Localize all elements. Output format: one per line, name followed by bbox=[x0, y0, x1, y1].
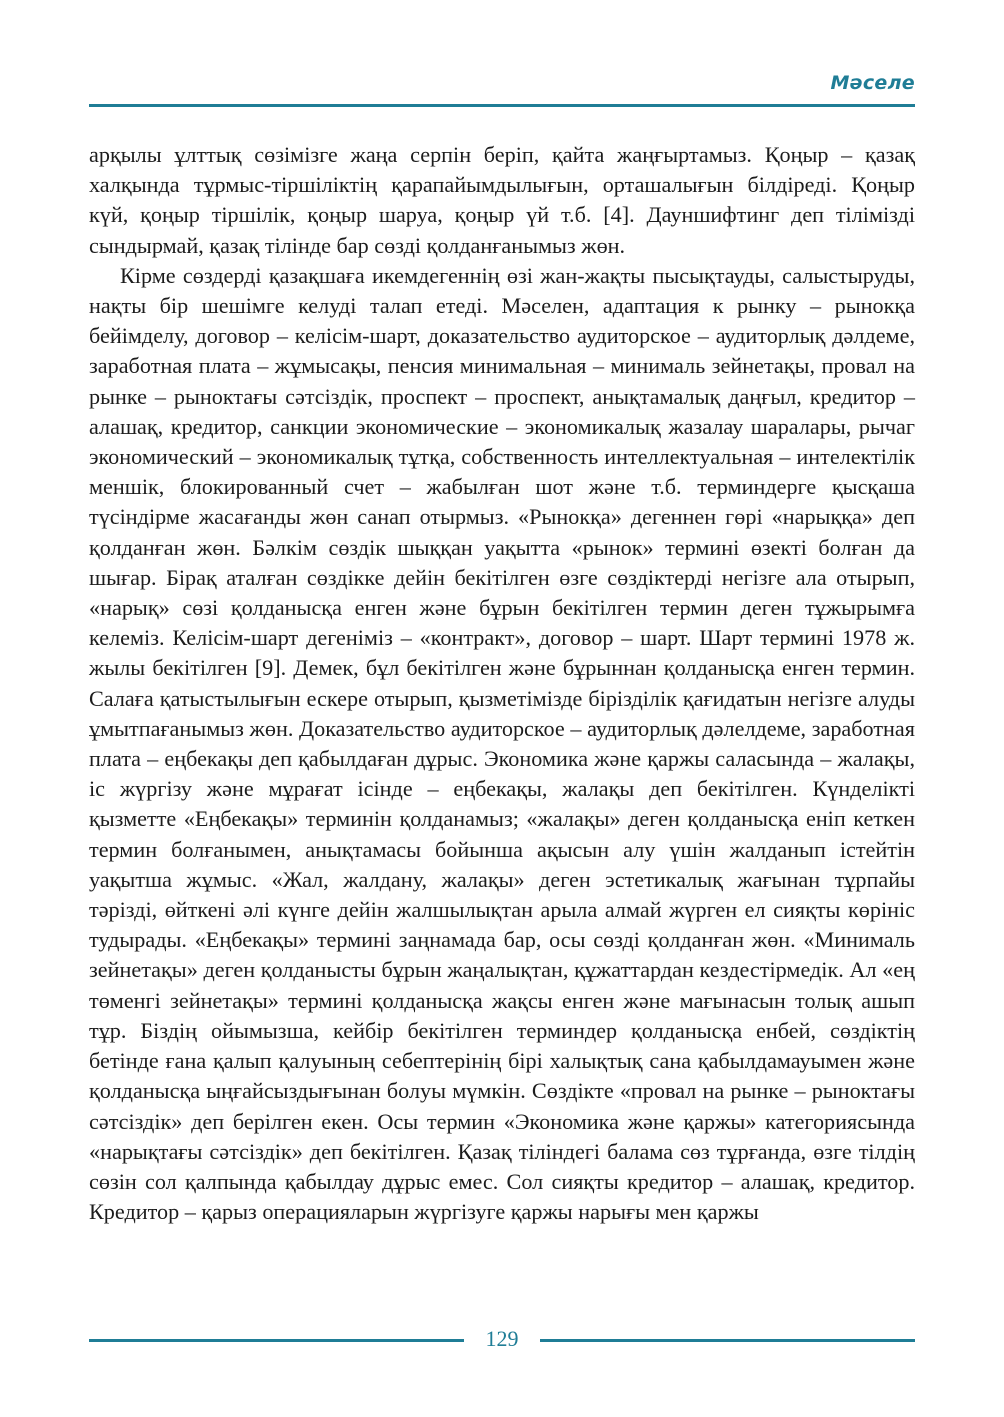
page-number: 129 bbox=[485, 1326, 519, 1351]
footer-rule-left bbox=[89, 1339, 464, 1342]
body-text bbox=[89, 140, 915, 1227]
footer-rule-right bbox=[540, 1339, 915, 1342]
page-footer bbox=[89, 1326, 915, 1356]
paragraph-continuation: арқылы ұлттық сөзімізге жаңа серпін беріп, қайта жаңғыртамыз. Қоңыр – қазақ халқында тұрмыс-тіршіліктің қарапайымдылығын, орташалығын білдіреді. Қоңыр күй, қоңыр тіршілік, қоңыр шаруа, қоңыр үй т.б. [4]. Дауншифтинг деп тілімізді сындырмай, қазақ тілінде бар сөзді қолданғанымыз жөн. bbox=[89, 142, 915, 258]
paragraph-loanwords: Кірме сөздерді қазақшаға икемдегеннің өзі жан-жақты пысықтауды, салыстыруды, нақты бір шешімге келуді талап етеді. Мәселен, адаптация к рынку – рынокқа бейімделу, договор – келісім-шарт, доказательство аудиторское – аудиторлық дәлдеме, заработная плата – жұмысақы, пенсия минимальная – минималь зейнетақы, провал на рынке – рыноктағы сәтсіздік, проспект – проспект, анықтамалық даңғыл, кредитор – алашақ, кредитор, санкции экономические – экономикалық жазалау шаралары, рычаг экономический – экономикалық тұтқа, собственность интеллектуальная – интелектілік меншік, блокированный счет – жабылған шот және т.б. терминдерге қысқаша түсіндірме жасағанды жөн санап отырмыз. «Рынокқа» дегеннен гөрі «нарыққа» деп қолданған жөн. Бәлкім сөздік шыққан уақытта «рынок» термині өзекті болған да шығар. Бірақ аталған сөздікке дейін бекітілген өзге сөздіктерді негізге ала отырып, «нарық» сөзі қолданысқа енген және бұрын бекітілген термин деген тұжырымға келеміз. Келісім-шарт дегеніміз – «контракт», договор – шарт. Шарт термині 1978 ж. жылы бекітілген [9]. Демек, бұл бекітілген және бұрыннан қолданысқа енген термин. Салаға қатыстылығын ескере отырып, қызметімізде бірізділік қағидатын негізге алуды ұмытпағанымыз жөн. Доказательство аудиторское – аудиторлық дәлелдеме, заработная плата – еңбекақы деп қабылдаған дұрыс. Экономика және қаржы саласында – жалақы, іс жүргізу және мұрағат ісінде – еңбекақы, жалақы деп бекітілген. Күнделікті қызметте «Еңбекақы» терминін қолданамыз; «жалақы» деген қолданысқа еніп кеткен термин болғанымен, анықтамасы бойынша ақысын алу үшін жалданып істейтін уақытша жұмыс. «Жал, жалдану, жалақы» деген эстетикалық жағынан тұрпайы тәрізді, өйткені әлі күнге дейін жалшылықтан арыла алмай жүрген ел сияқты көрініс тудырады. «Еңбекақы» термині заңнамада бар, осы сөзді қолданған жөн. «Минималь зейнетақы» деген қолданысты бұрын жаңалықтан, құжаттардан кездестірмедік. Ал «ең төменгі зейнетақы» термині қолданысқа жақсы енген және мағынасын толық ашып тұр. Біздің ойымызша, кейбір бекітілген терминдер қолданысқа енбей, сөздіктің бетінде ғана қалып қалуының себептерінің бірі халықтық сана қабылдамауымен және қолданысқа ыңғайсыздығынан болуы мүмкін. Сөздікте «провал на рынке – рыноктағы сәтсіздік» деп берілген екен. Осы термин «Экономика және қаржы» категориясында «нарықтағы сәтсіздік» деп бекітілген. Қазақ тіліндегі балама сөз тұрғанда, өзге тілдің сөзін сол қалпында қабылдау дұрыс емес. Сол сияқты кредитор – алашақ, кредитор. Кредитор – қарыз операцияларын жүргізуге қаржы нарығы мен қаржы bbox=[89, 262, 915, 1225]
header-rule bbox=[89, 104, 915, 107]
running-head-section-title: Мәселе bbox=[830, 72, 915, 94]
